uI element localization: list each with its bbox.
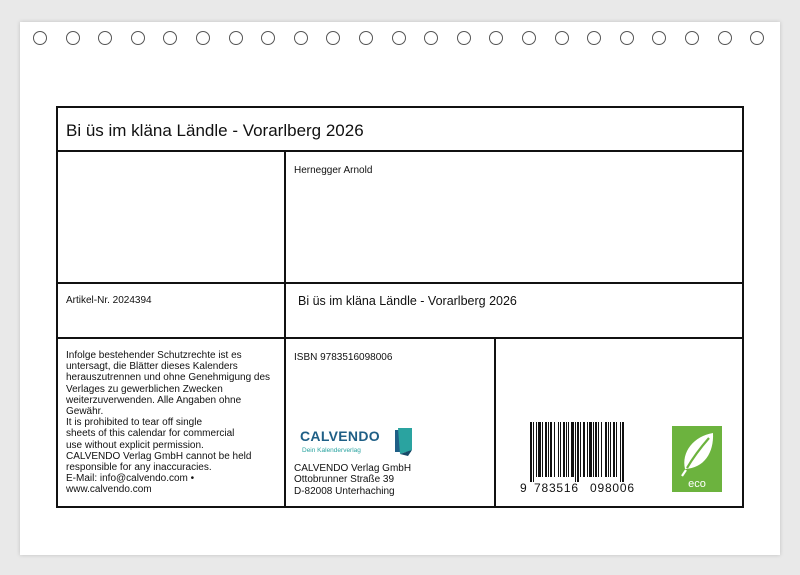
barcode-bar	[550, 422, 552, 477]
article-number: Artikel-Nr. 2024394	[66, 295, 152, 306]
legal-line: weiterzuverwenden. Alle Angaben ohne	[66, 394, 242, 406]
barcode-bar	[566, 422, 567, 477]
barcode-bar	[620, 422, 621, 482]
barcode-bar	[560, 422, 561, 477]
barcode-bar	[536, 422, 537, 477]
calendar-icon	[395, 428, 412, 456]
calvendo-logo	[300, 426, 420, 456]
barcode-bar	[533, 422, 534, 482]
barcode-bar	[580, 422, 581, 477]
divider	[494, 338, 496, 506]
binding-ring	[33, 31, 47, 45]
legal-notice	[66, 350, 288, 496]
barcode-bar	[545, 422, 547, 477]
legal-line: Verlages zu gewerblichen Zwecken	[66, 383, 223, 395]
barcode-bar	[589, 422, 592, 477]
eco-label: eco	[688, 478, 706, 490]
legal-line: herauszutrennen und ohne Genehmigung des	[66, 372, 271, 384]
eco-badge	[672, 426, 722, 492]
legal-line: untersagt, die Blätter dieses Kalenders	[66, 361, 238, 373]
barcode-bar	[558, 422, 559, 477]
barcode-bar	[575, 422, 576, 482]
barcode-bar	[571, 422, 574, 477]
binding-ring	[750, 31, 764, 45]
binding-ring	[522, 31, 536, 45]
legal-line: It is prohibited to tear off single	[66, 417, 203, 429]
barcode-bar	[593, 422, 594, 477]
binding-ring	[294, 31, 308, 45]
barcode-bar	[583, 422, 585, 477]
barcode-bar	[548, 422, 549, 477]
binding-ring	[163, 31, 177, 45]
binding-ring	[392, 31, 406, 45]
binding-ring	[620, 31, 634, 45]
logo-wordmark: CALVENDO	[300, 428, 380, 444]
barcode-group-2: 098006	[590, 481, 635, 494]
binding-ring	[98, 31, 112, 45]
barcode-first-digit: 9	[520, 481, 527, 494]
barcode-bar	[601, 422, 602, 477]
barcode-bar	[613, 422, 615, 477]
binding-rings	[20, 28, 780, 48]
binding-ring	[457, 31, 471, 45]
barcode-bar	[577, 422, 579, 482]
binding-ring	[718, 31, 732, 45]
barcode-bar	[605, 422, 607, 477]
isbn: ISBN 9783516098006	[294, 352, 393, 363]
binding-ring	[555, 31, 569, 45]
legal-line: CALVENDO Verlag GmbH cannot be held	[66, 450, 252, 462]
barcode-bar	[616, 422, 617, 477]
binding-ring	[66, 31, 80, 45]
barcode-bar	[595, 422, 597, 477]
publisher-city: D-82008 Unterhaching	[294, 485, 395, 497]
divider	[58, 150, 742, 152]
binding-ring	[196, 31, 210, 45]
barcode-bar	[542, 422, 543, 477]
author-name: Hernegger Arnold	[294, 165, 373, 176]
barcode-bar	[554, 422, 555, 477]
binding-ring	[424, 31, 438, 45]
barcode-bar	[563, 422, 565, 477]
logo-tagline: Dein Kalenderverlag	[302, 447, 361, 454]
barcode-bar	[598, 422, 599, 477]
barcode-bar	[568, 422, 569, 477]
legal-line: E-Mail: info@calvendo.com •	[66, 473, 195, 485]
info-grid	[56, 106, 744, 508]
barcode-bar	[538, 422, 541, 477]
product-title: Bi üs im kläna Ländle - Vorarlberg 2026	[298, 294, 517, 308]
binding-ring	[229, 31, 243, 45]
publisher-street: Ottobrunner Straße 39	[294, 474, 395, 486]
barcode-bar	[587, 422, 588, 477]
publisher-name: CALVENDO Verlag GmbH	[294, 463, 412, 474]
binding-ring	[261, 31, 275, 45]
legal-line: sheets of this calendar for commercial	[66, 428, 235, 440]
binding-ring	[326, 31, 340, 45]
calendar-title: Bi üs im kläna Ländle - Vorarlberg 2026	[66, 121, 364, 140]
legal-line: use without explicit permission.	[66, 439, 204, 451]
binding-ring	[131, 31, 145, 45]
publisher-address	[294, 463, 411, 497]
legal-line: www.calvendo.com	[66, 484, 152, 496]
binding-ring	[685, 31, 699, 45]
barcode-bar	[608, 422, 609, 477]
barcode-group-1: 783516	[534, 481, 579, 494]
legal-line: Infolge bestehender Schutzrechte ist es	[66, 350, 242, 361]
binding-ring	[587, 31, 601, 45]
barcode-bar	[622, 422, 624, 482]
legal-line: responsible for any inaccuracies.	[66, 462, 212, 474]
barcode-bar	[530, 422, 532, 482]
barcode-bars	[530, 422, 624, 482]
divider	[58, 282, 742, 284]
binding-ring	[652, 31, 666, 45]
isbn-barcode	[520, 422, 645, 494]
calendar-back-page	[20, 22, 780, 555]
barcode-bar	[610, 422, 611, 477]
binding-ring	[359, 31, 373, 45]
legal-line: Gewähr.	[66, 406, 104, 418]
divider	[58, 337, 742, 339]
binding-ring	[489, 31, 503, 45]
